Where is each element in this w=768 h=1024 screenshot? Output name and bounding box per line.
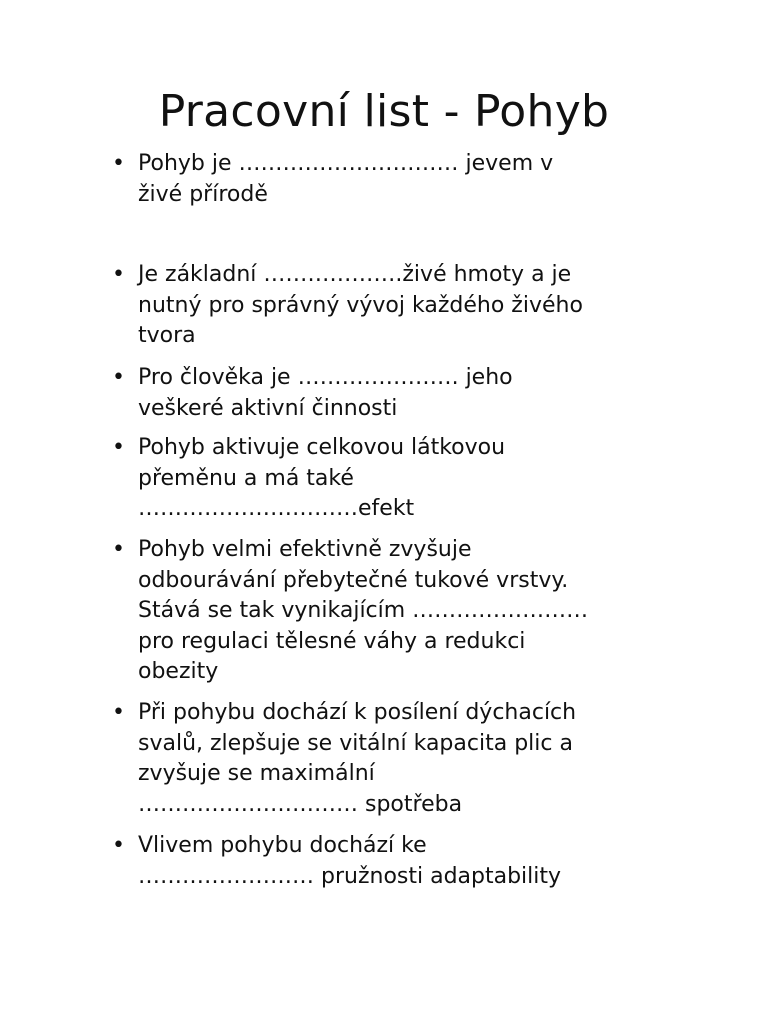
bullet-icon: • [112,365,125,390]
bullet-icon: • [112,435,125,460]
bullet-icon: • [112,262,125,287]
list-item-text: Pohyb je ………………………… jevem v živé přírodě [138,151,554,207]
bullet-icon: • [112,151,125,176]
list-item-text: Pro člověka je …………………. jeho veškeré aktivní činnosti [138,365,513,421]
list-item-text: Pohyb aktivuje celkovou látkovou přeměnu a má také …………………………efekt [138,435,506,521]
list-item-text: Pohyb velmi efektivně zvyšuje odbourávání přebytečné tukové vrstvy. Stává se tak vynikajícím …………………… pro regulaci tělesné váhy a redukci obezity [138,537,589,684]
bullet-icon: • [112,833,125,858]
list-item-text: Při pohybu dochází k posílení dýchacích svalů, zlepšuje se vitální kapacita plic a zvyšuje se maximální ………………………… spotřeba [138,700,577,817]
page-title: Pracovní list - Pohyb [158,86,610,137]
list-item-text: Je základní ……………….živé hmoty a je nutný pro správný vývoj každého živého tvora [138,262,583,348]
list-item-text: Vlivem pohybu dochází ke …………………… pružnosti adaptability [138,833,562,889]
bullet-icon: • [112,537,125,562]
bullet-icon: • [112,700,125,725]
